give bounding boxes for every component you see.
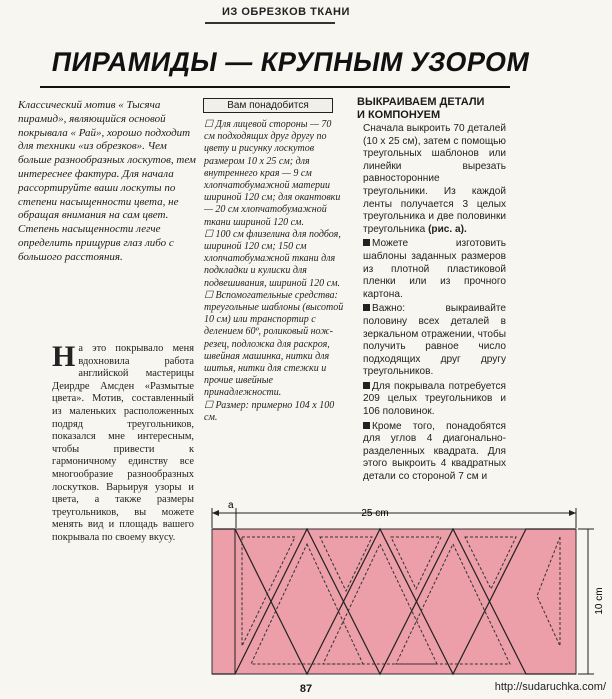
needs-item: ☐ 100 см флизелина для подбоя, шириной 120 см; 150 см хлопчатобумажной ткани для подкладки и кулиски для подвешивания, шириной 120 см. — [204, 228, 341, 289]
bullet-square-icon — [363, 382, 370, 389]
label-a: а — [228, 500, 234, 511]
cutting-paragraph-3: Важно: выкраивайте половину всех деталей в зеркальном отражении, чтобы получить равное число подходящих друг другу треугольников. — [363, 303, 506, 378]
source-url: http://sudaruchka.com/ — [494, 681, 606, 693]
needs-list — [204, 119, 344, 424]
arrow-left-icon — [212, 510, 219, 516]
section-rule — [205, 22, 335, 24]
cutting-diagram — [0, 496, 612, 676]
figure-reference: (рис. а). — [428, 223, 467, 235]
cutting-heading — [357, 96, 547, 122]
cutting-paragraph-5: Кроме того, понадобятся для углов 4 диагонально-разделенных квадрата. Для этого выкроить 4 квадратных детали со стороной 7 см и — [363, 420, 506, 483]
page-number: 87 — [299, 683, 313, 695]
cutting-heading-line1: ВЫКРАИВАЕМ ДЕТАЛИ — [357, 96, 485, 108]
height-label: 10 cm — [594, 587, 605, 615]
title-underline — [40, 86, 510, 88]
arrow-right-icon — [569, 510, 576, 516]
page-title: ПИРАМИДЫ — КРУПНЫМ УЗОРОМ — [49, 47, 533, 77]
needs-item: ☐ Размер: примерно 104 х 100 см. — [204, 399, 335, 423]
width-label: 25 cm — [361, 508, 389, 519]
intro-text: Классический мотив « Тысяча пирамид», являющийся основой покрывала « Рай», хорошо подходит для техники «из обрезков». Чем больше разнообразных лоскутов, тем интереснее фактура. Для начала рассортируйте ваши лоскуты по степени насыщенности цвета, не обращая внимания на сам цвет. Степень насыщенности легче определить прищурив глаз либо с большого расстояния. — [18, 99, 196, 263]
body-left-paragraph: а это покрывало меня вдохновила работа английской мастерицы Деирдре Амсден «Размытые цвета». Мотив, составленный из маленьких расположенных подряд треугольников, показался мне интересным, чтобы привести к гармоничному единству все многообразие разнообразных лоскутков. Варьируя узоры и цвета, а также размеры треугольников, вы можете менять вид и площадь вашего покрывала по своему вкусу. — [52, 343, 194, 543]
cutting-paragraph-2: Можете изготовить шаблоны заданных размеров из плотной пластиковой пленки или из прочного картона. — [363, 238, 506, 300]
fabric-strip — [212, 529, 576, 674]
needs-title-box: Вам понадобится — [203, 98, 333, 113]
cutting-paragraph-4: Для покрывала потребуется 209 целых треугольников и 106 половинок. — [363, 380, 506, 418]
section-label: ИЗ ОБРЕЗКОВ ТКАНИ — [222, 6, 350, 18]
cutting-heading-line2: И КОМПОНУЕМ — [357, 109, 441, 121]
cutting-text — [363, 123, 506, 486]
needs-item: ☐ Для лицевой стороны — 70 см подходящих друг другу по цвету и рисунку лоскутов размером 10 х 25 см; для внутреннего края — 9 см хлопчатобумажной материи шириной 120 см; для окантовки — 20 см хлопчатобумажной ткани шириной 120 см. — [204, 119, 341, 228]
bullet-square-icon — [363, 239, 370, 246]
needs-item: ☐ Вспомогательные средства: треугольные шаблоны (высотой 10 см) или транспортир с делением 60º, роликовый нож-резец, подложка для раскроя, швейная машинка, нитки для шитья, нитки для стежки и прочие швейные принадлежности. — [204, 289, 344, 399]
bullet-square-icon — [363, 304, 370, 311]
bullet-square-icon — [363, 422, 370, 429]
cutting-paragraph-1: Сначала выкроить 70 деталей (10 х 25 см), затем с помощью треугольных шаблонов или линейки вырезать равносторонние треугольники. Из каждой ленты получается 3 целых треугольника и две половинки треугольника (рис. а). — [363, 123, 506, 235]
dropcap: Н — [52, 340, 76, 373]
